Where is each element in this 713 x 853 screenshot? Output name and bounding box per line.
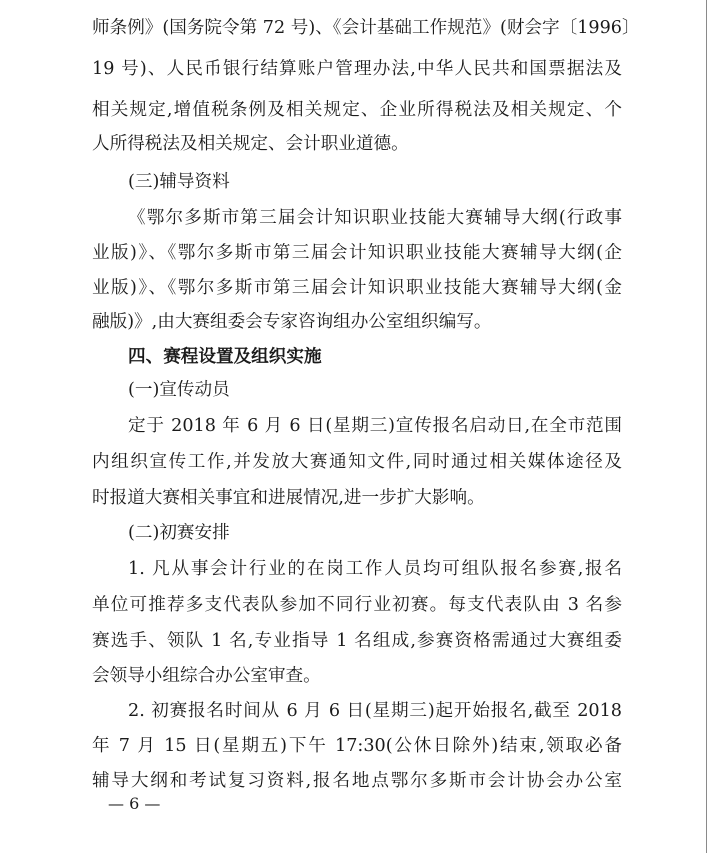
chapter-heading-4: 四、赛程设置及组织实施 [128, 346, 322, 367]
text-line-3: 相关规定,增值税条例及相关规定、企业所得税法及相关规定、个 [92, 100, 622, 120]
text-line-7: 业版)》、《鄂尔多斯市第三届会计知识职业技能大赛辅导大纲(企 [92, 243, 622, 263]
section-heading-2: (二)初赛安排 [128, 523, 230, 543]
page-edge-rule [706, 0, 707, 853]
text-line-1: 师条例》(国务院令第 72 号)、《会计基础工作规范》(财会字〔1996〕 [92, 18, 640, 38]
text-line-13: 内组织宣传工作,并发放大赛通知文件,同时通过相关媒体途径及 [92, 452, 622, 472]
section-heading-1: (一)宣传动员 [128, 380, 230, 400]
text-line-17: 单位可推荐多支代表队参加不同行业初赛。每支代表队由 3 名参 [92, 595, 622, 615]
text-line-2: 19 号)、人民币银行结算账户管理办法,中华人民共和国票据法及 [92, 59, 622, 79]
text-line-22: 辅导大纲和考试复习资料,报名地点鄂尔多斯市会计协会办公室 [92, 771, 622, 791]
text-line-19: 会领导小组综合办公室审查。 [92, 666, 321, 686]
text-line-8: 业版)》、《鄂尔多斯市第三届会计知识职业技能大赛辅导大纲(金 [92, 278, 622, 298]
text-line-20: 2. 初赛报名时间从 6 月 6 日(星期三)起开始报名,截至 2018 [128, 701, 622, 721]
text-line-18: 赛选手、领队 1 名,专业指导 1 名组成,参赛资格需通过大赛组委 [92, 631, 622, 651]
section-heading-3: (三)辅导资料 [128, 172, 230, 192]
text-line-21: 年 7 月 15 日(星期五)下午 17:30(公休日除外)结束,领取必备 [92, 736, 622, 756]
text-line-4: 人所得税法及相关规定、会计职业道德。 [92, 134, 409, 154]
text-line-12: 定于 2018 年 6 月 6 日(星期三)宣传报名启动日,在全市范围 [128, 416, 622, 436]
text-line-16: 1. 凡从事会计行业的在岗工作人员均可组队报名参赛,报名 [128, 559, 622, 579]
text-line-6: 《鄂尔多斯市第三届会计知识职业技能大赛辅导大纲(行政事 [128, 208, 622, 228]
text-line-9: 融版)》,由大赛组委会专家咨询组办公室组织编写。 [92, 312, 492, 332]
page-number: — 6 — [108, 794, 161, 813]
text-line-14: 时报道大赛相关事宜和进展情况,进一步扩大影响。 [92, 488, 485, 508]
